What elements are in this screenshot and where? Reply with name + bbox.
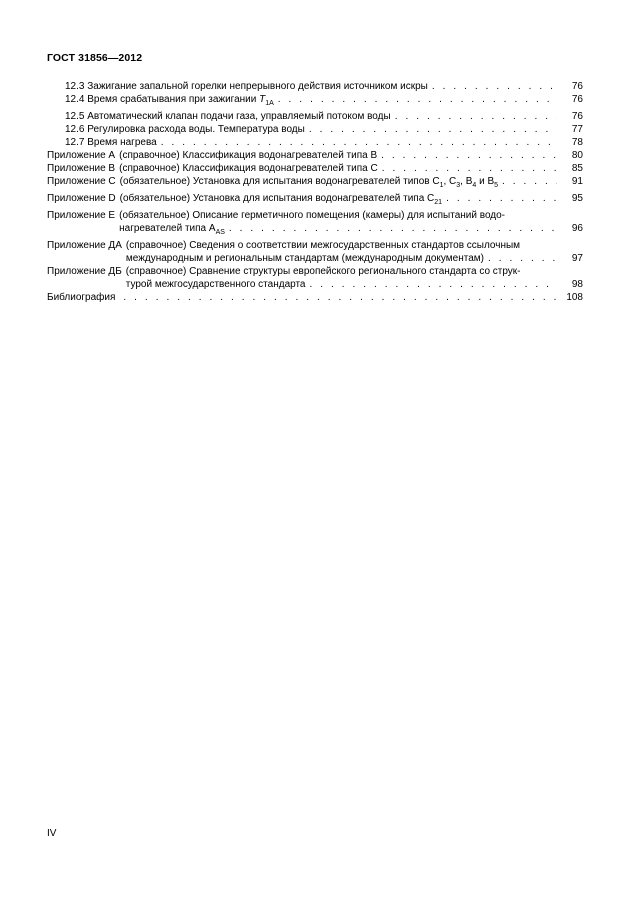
toc-page-number: 108 — [566, 292, 583, 303]
toc-page-number: 77 — [571, 124, 583, 135]
toc-entry-title: (обязательное) Установка для испытания водонагревателей типа $C_{21}$ — [119, 193, 443, 206]
toc-entry-title: 12.3 Зажигание запальной горелки непрерывного действия источником искры — [65, 81, 428, 92]
toc-page-number: 96 — [571, 223, 583, 234]
toc-entry-title: (обязательное) Установка для испытания водонагревателей типов $C_1$, $C_3$, $B_4$ и $B_5$ — [119, 176, 499, 189]
toc-dot-leader — [310, 278, 558, 291]
toc-dot-leader — [229, 222, 557, 235]
toc-entry — [47, 209, 583, 239]
toc-dot-leader — [395, 110, 557, 123]
toc-entry — [47, 265, 583, 291]
toc-dot-leader — [381, 149, 557, 162]
toc-page-number: 76 — [571, 94, 583, 105]
toc-page-number: 98 — [571, 279, 583, 290]
toc-entry-title: 12.5 Автоматический клапан подачи газа, управляемый потоком воды — [65, 111, 391, 122]
toc-entry-title: турой межгосударственного стандарта — [125, 279, 306, 290]
table-of-contents — [47, 80, 583, 304]
toc-page-number: 80 — [571, 150, 583, 161]
toc-entry-title: (справочное) Классификация водонагревателей типа B — [119, 150, 378, 161]
toc-entry-title: (справочное) Сведения о соответствии межгосударственных стандартов ссылочным — [125, 240, 521, 251]
toc-entry-title: нагревателей типа $A_{AS}$ — [119, 223, 225, 236]
toc-page-number: 97 — [571, 253, 583, 264]
toc-dot-leader — [446, 192, 557, 205]
toc-page-number: 76 — [571, 81, 583, 92]
toc-entry — [47, 239, 583, 265]
toc-page-number: 78 — [571, 137, 583, 148]
toc-page-number: 95 — [571, 193, 583, 204]
toc-entry — [47, 136, 583, 149]
toc-entry — [47, 162, 583, 175]
toc-entry — [47, 149, 583, 162]
toc-entry — [47, 93, 583, 110]
page-number: IV — [47, 828, 57, 839]
toc-page-number: 85 — [571, 163, 583, 174]
toc-entry-prefix: Приложение ДА — [47, 240, 122, 251]
toc-entry — [47, 291, 583, 304]
toc-entry — [47, 110, 583, 123]
toc-entry-title: (справочное) Классификация водонагревателей типа C — [119, 163, 378, 174]
toc-dot-leader — [502, 175, 557, 188]
toc-entry — [47, 80, 583, 93]
toc-entry-title: 12.7 Время нагрева — [65, 137, 157, 148]
toc-entry-title: 12.4 Время срабатывания при зажигании $T_{1A}$ — [65, 94, 274, 107]
toc-entry-title: (обязательное) Описание герметичного помещения (камеры) для испытаний водо- — [119, 210, 506, 221]
toc-entry-prefix: Приложение B — [47, 163, 116, 174]
toc-dot-leader — [278, 93, 557, 106]
toc-entry-prefix: Приложение C — [47, 176, 116, 187]
toc-entry-prefix: Приложение E — [47, 210, 116, 221]
toc-dot-leader — [123, 291, 557, 304]
toc-entry-prefix: Библиография — [47, 292, 116, 303]
toc-dot-leader — [382, 162, 557, 175]
toc-entry-title: международным и региональным стандартам (международным документам) — [125, 253, 484, 264]
toc-entry — [47, 123, 583, 136]
toc-dot-leader — [309, 123, 557, 136]
toc-entry-prefix: Приложение A — [47, 150, 116, 161]
toc-page-number: 76 — [571, 111, 583, 122]
toc-entry-title: (справочное) Сравнение структуры европейского регионального стандарта со струк- — [125, 266, 521, 277]
toc-entry-prefix: Приложение ДБ — [47, 266, 122, 277]
toc-entry — [47, 175, 583, 192]
toc-entry-title: 12.6 Регулировка расхода воды. Температура воды — [65, 124, 305, 135]
toc-page-number: 91 — [571, 176, 583, 187]
document-header: ГОСТ 31856—2012 — [47, 52, 143, 64]
toc-dot-leader — [432, 80, 557, 93]
toc-entry-prefix: Приложение D — [47, 193, 116, 204]
toc-dot-leader — [161, 136, 557, 149]
toc-entry — [47, 192, 583, 209]
toc-dot-leader — [488, 252, 557, 265]
